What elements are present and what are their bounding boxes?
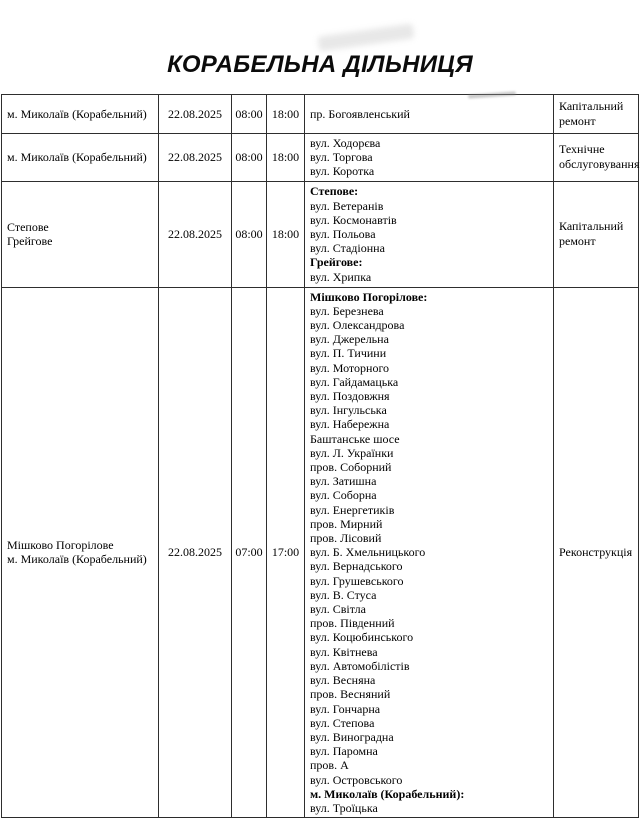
street-line: вул. Олександрова	[310, 318, 405, 333]
start-time-cell: 07:00	[232, 287, 267, 818]
location-cell	[2, 287, 159, 818]
street-line: вул. Торгова	[310, 150, 373, 165]
street-line: вул. Ветеранів	[310, 198, 384, 213]
street-line: пров. Весняний	[310, 687, 391, 702]
street-line: вул. Вернадського	[310, 559, 403, 574]
location-cell	[2, 181, 159, 287]
location-line: м. Миколаїв (Корабельний)	[7, 106, 147, 121]
streets-cell	[305, 287, 554, 818]
street-line: вул. Коцюбинського	[310, 630, 414, 645]
streets-cell	[305, 181, 554, 287]
table-row	[2, 95, 639, 134]
street-line: пров. А	[310, 758, 349, 773]
street-line: вул. Ходорєва	[310, 136, 381, 150]
street-line: Степове:	[310, 184, 359, 199]
location-line: Степове	[7, 219, 49, 234]
page-title: КОРАБЕЛЬНА ДІЛЬНИЦЯ	[167, 51, 473, 78]
street-line: пров. Лісовий	[310, 531, 382, 546]
street-line: м. Миколаїв (Корабельний):	[310, 786, 465, 801]
street-line: Мішково Погорілове:	[310, 289, 428, 304]
location-line: Мішково Погорілове	[7, 538, 114, 553]
street-line: вул. Б. Хмельницького	[310, 545, 426, 560]
street-line: пров. Південний	[310, 616, 395, 631]
schedule-table-body	[2, 95, 639, 818]
street-line: вул. Космонавтів	[310, 212, 397, 227]
date-cell: 22.08.2025	[159, 134, 232, 182]
street-line: вул. Енергетиків	[310, 502, 395, 517]
street-line: Баштанське шосе	[310, 431, 400, 446]
street-line: вул. Коротка	[310, 164, 375, 179]
schedule-table	[1, 94, 639, 818]
street-line: вул. Поздовжня	[310, 389, 390, 404]
work-type-cell: Капітальний ремонт	[554, 181, 639, 287]
street-line: вул. Соборна	[310, 488, 377, 503]
street-line: вул. Виноградна	[310, 729, 394, 744]
end-time-cell: 18:00	[267, 181, 305, 287]
work-type-cell: Технічне обслуговування	[554, 134, 639, 182]
date-cell: 22.08.2025	[159, 287, 232, 818]
street-line: вул. Польова	[310, 227, 376, 241]
street-line: вул. Автомобілістів	[310, 658, 410, 673]
end-time-cell: 18:00	[267, 95, 305, 134]
table-row	[2, 287, 639, 818]
street-line: вул. Весняна	[310, 673, 376, 688]
street-line: вул. Островського	[310, 772, 403, 787]
end-time-cell: 18:00	[267, 134, 305, 182]
street-line: вул. Гончарна	[310, 701, 381, 716]
street-line: вул. Паромна	[310, 744, 378, 759]
street-line: вул. Гайдамацька	[310, 374, 399, 389]
date-cell: 22.08.2025	[159, 181, 232, 287]
location-line: м. Миколаїв (Корабельний)	[7, 552, 147, 567]
work-type-cell: Реконструкція	[554, 287, 639, 818]
street-line: вул. П. Тичини	[310, 346, 387, 361]
street-line: вул. Затишна	[310, 474, 377, 489]
start-time-cell: 08:00	[232, 95, 267, 134]
street-line: Грейгове:	[310, 255, 363, 270]
table-row	[2, 134, 639, 182]
street-line: вул. В. Стуса	[310, 587, 377, 602]
street-line: вул. Степова	[310, 715, 375, 730]
street-line: вул. Квітнева	[310, 644, 378, 659]
street-line: вул. Л. Українки	[310, 445, 394, 460]
street-line: вул. Джерельна	[310, 332, 389, 347]
start-time-cell: 08:00	[232, 181, 267, 287]
street-line: вул. Березнева	[310, 303, 384, 318]
table-row	[2, 181, 639, 287]
streets-cell	[305, 95, 554, 134]
streets-cell	[305, 134, 554, 182]
street-line: пров. Мирний	[310, 516, 383, 531]
location-line: Грейгове	[7, 234, 53, 249]
street-line: вул. Моторного	[310, 360, 390, 375]
street-line: вул. Світла	[310, 602, 366, 617]
street-line: пров. Соборний	[310, 460, 392, 475]
street-line: пр. Богоявленський	[310, 106, 410, 121]
street-line: вул. Троїцька	[310, 800, 378, 815]
street-line: вул. Набережна	[310, 417, 390, 432]
work-type-cell: Капітальний ремонт	[554, 95, 639, 134]
street-line: вул. Інгульська	[310, 403, 387, 418]
street-line: вул. Грушевського	[310, 573, 404, 588]
street-line: вул. Стадіонна	[310, 241, 385, 256]
location-line: м. Миколаїв (Корабельний)	[7, 150, 147, 165]
date-cell: 22.08.2025	[159, 95, 232, 134]
start-time-cell: 08:00	[232, 134, 267, 182]
location-cell	[2, 134, 159, 182]
end-time-cell: 17:00	[267, 287, 305, 818]
location-cell	[2, 95, 159, 134]
street-line: вул. Хрипка	[310, 269, 372, 284]
